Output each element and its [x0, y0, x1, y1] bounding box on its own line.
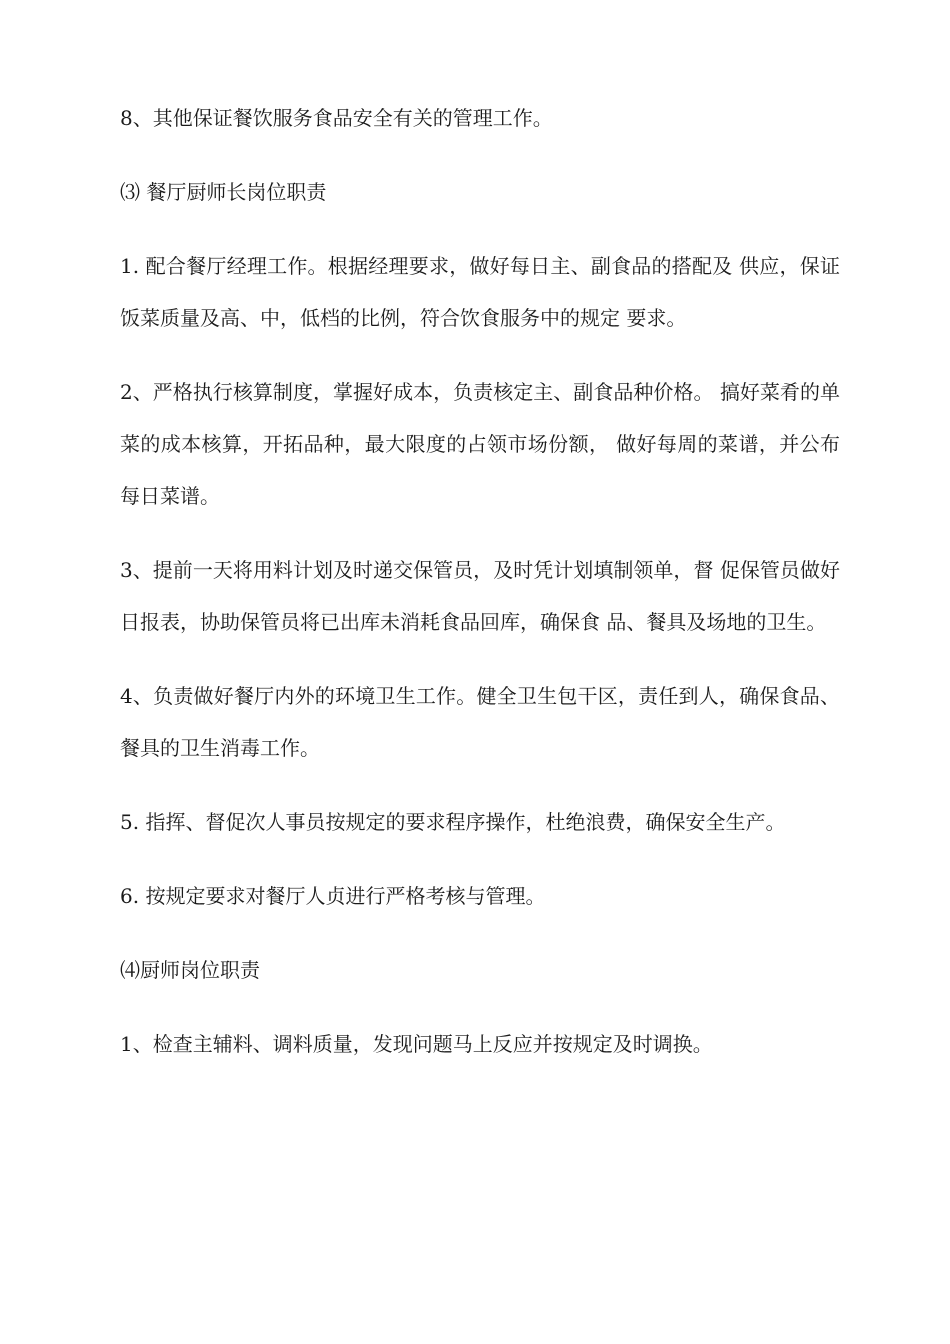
paragraph-item-3: 3、提前一天将用料计划及时递交保管员，及时凭计划填制领单，督 促保管员做好日报表，协助保管员将已出库未消耗食品回库，确保食 品、餐具及场地的卫生。 [120, 558, 840, 634]
paragraph-item-4: 4、负责做好餐厅内外的环境卫生工作。健全卫生包干区，责任到人，确保食品、餐具的卫生消毒工作。 [120, 684, 840, 760]
section-heading-chef: ⑷厨师岗位职责 [120, 958, 260, 982]
paragraph-item-8: 8、其他保证餐饮服务食品安全有关的管理工作。 [120, 106, 553, 130]
document-body [120, 92, 840, 1092]
section-heading-head-chef: ⑶ 餐厅厨师长岗位职责 [120, 180, 327, 204]
paragraph-item-6: 6. 按规定要求对餐厅人贞进行严格考核与管理。 [120, 884, 546, 908]
paragraph-item-2: 2、严格执行核算制度，掌握好成本，负责核定主、副食品种价格。 搞好菜肴的单菜的成本核算，开拓品种，最大限度的占领市场份额， 做好每周的菜谱，并公布每日菜谱。 [120, 380, 840, 508]
paragraph-item-1: 1. 配合餐厅经理工作。根据经理要求，做好每日主、副食品的搭配及 供应，保证饭菜质量及高、中，低档的比例，符合饮食服务中的规定 要求。 [120, 254, 840, 330]
paragraph-item-5: 5. 指挥、督促次人事员按规定的要求程序操作，杜绝浪费，确保安全生产。 [120, 810, 786, 834]
paragraph-item-chef-1: 1、检查主辅料、调料质量，发现问题马上反应并按规定及时调换。 [120, 1032, 713, 1056]
